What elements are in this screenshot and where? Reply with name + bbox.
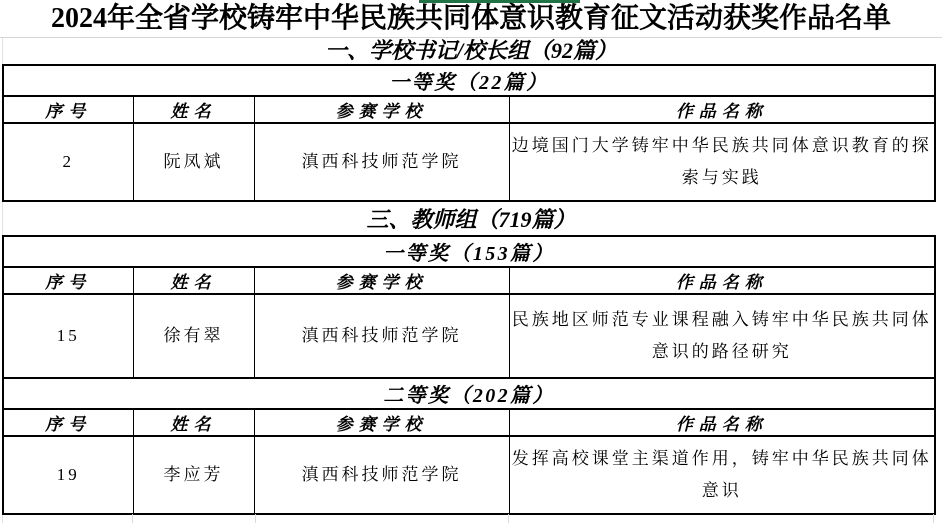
bottom-gridline-stub <box>132 514 133 523</box>
table-row <box>3 123 935 201</box>
bottom-gridline-stub <box>508 514 509 523</box>
section-title-teacher-group: 三、教师组（719篇） <box>366 207 576 232</box>
column-header-serial[interactable]: 序号 <box>3 96 133 123</box>
column-header-school[interactable]: 参赛学校 <box>254 267 509 294</box>
prize-group-header[interactable]: 二等奖（202篇） <box>3 378 935 409</box>
awards-table-teacher-group <box>2 235 936 515</box>
cell-school[interactable]: 滇西科技师范学院 <box>254 294 509 378</box>
column-header-name[interactable]: 姓名 <box>133 409 254 436</box>
prize-row <box>3 378 935 409</box>
cell-school[interactable]: 滇西科技师范学院 <box>254 436 509 514</box>
cell-serial[interactable]: 19 <box>3 436 133 514</box>
column-header-work[interactable]: 作品名称 <box>509 409 935 436</box>
prize-row <box>3 65 935 96</box>
cell-work-title[interactable]: 民族地区师范专业课程融入铸牢中华民族共同体意识的路径研究 <box>509 294 935 378</box>
prize-group-header[interactable]: 一等奖（153篇） <box>3 236 935 267</box>
column-header-serial[interactable]: 序号 <box>3 409 133 436</box>
column-header-school[interactable]: 参赛学校 <box>254 409 509 436</box>
column-header-name[interactable]: 姓名 <box>133 267 254 294</box>
column-header-row <box>3 409 935 436</box>
cell-name[interactable]: 阮凤斌 <box>133 123 254 201</box>
table-row <box>3 436 935 514</box>
page-title: 2024年全省学校铸牢中华民族共同体意识教育征文活动获奖作品名单 <box>50 3 891 34</box>
column-header-row <box>3 96 935 123</box>
cell-name[interactable]: 李应芳 <box>133 436 254 514</box>
cell-name[interactable]: 徐有翠 <box>133 294 254 378</box>
column-header-work[interactable]: 作品名称 <box>509 96 935 123</box>
cell-work-title[interactable]: 发挥高校课堂主渠道作用，铸牢中华民族共同体意识 <box>509 436 935 514</box>
table-row <box>3 294 935 378</box>
cell-serial[interactable]: 15 <box>3 294 133 378</box>
cell-work-title[interactable]: 边境国门大学铸牢中华民族共同体意识教育的探索与实践 <box>509 123 935 201</box>
cell-school[interactable]: 滇西科技师范学院 <box>254 123 509 201</box>
column-header-row <box>3 267 935 294</box>
awards-table-principal-group <box>2 64 936 202</box>
column-header-serial[interactable]: 序号 <box>3 267 133 294</box>
column-header-work[interactable]: 作品名称 <box>509 267 935 294</box>
bottom-gridline-stub <box>255 514 256 523</box>
bottom-gridline-stub <box>933 514 934 523</box>
column-header-school[interactable]: 参赛学校 <box>254 96 509 123</box>
column-header-name[interactable]: 姓名 <box>133 96 254 123</box>
prize-group-header[interactable]: 一等奖（22篇） <box>3 65 935 96</box>
prize-row <box>3 236 935 267</box>
cell-serial[interactable]: 2 <box>3 123 133 201</box>
section-title-principal-group: 一、学校书记/校长组（92篇） <box>324 38 618 63</box>
